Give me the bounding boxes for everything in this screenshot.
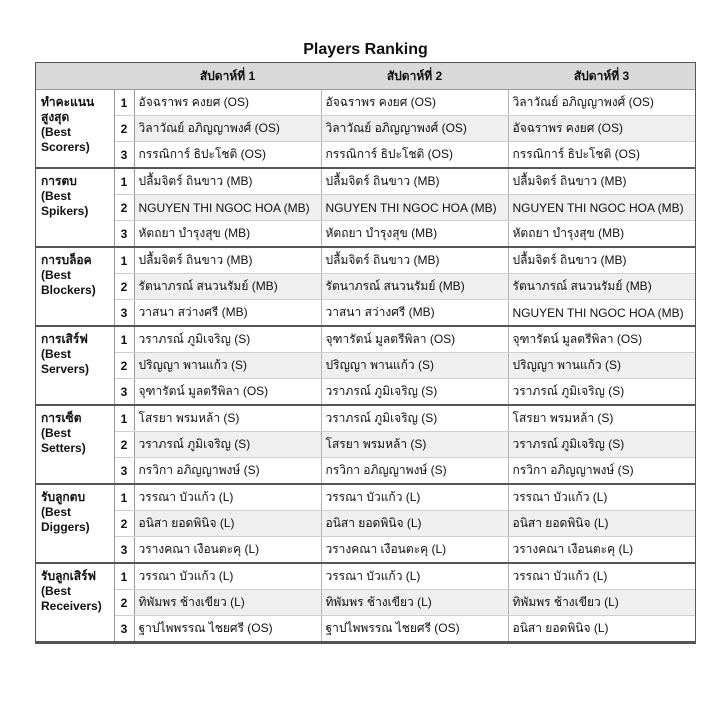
player-week-1: ปลื้มจิตร์ ถินขาว (MB): [134, 168, 321, 195]
table-row: [36, 511, 695, 537]
table-row: [36, 353, 695, 379]
player-week-3: วราภรณ์ ภูมิเจริญ (S): [508, 432, 695, 458]
rank-number: 1: [114, 247, 134, 274]
player-week-2: วาสนา สว่างศรี (MB): [321, 300, 508, 327]
table-row: [36, 300, 695, 327]
player-week-1: โสรยา พรมหล้า (S): [134, 405, 321, 432]
category-english: (Best Spikers): [41, 189, 89, 218]
rank-number: 1: [114, 326, 134, 353]
player-week-3: NGUYEN THI NGOC HOA (MB): [508, 300, 695, 327]
player-week-1: หัตถยา บำรุงสุข (MB): [134, 221, 321, 248]
table-row: [36, 616, 695, 643]
player-week-1: ปริญญา พานแก้ว (S): [134, 353, 321, 379]
rank-number: 1: [114, 484, 134, 511]
player-week-3: หัตถยา บำรุงสุข (MB): [508, 221, 695, 248]
table-row: [36, 116, 695, 142]
rank-number: 3: [114, 537, 134, 564]
rank-number: 2: [114, 274, 134, 300]
player-week-2: โสรยา พรมหล้า (S): [321, 432, 508, 458]
player-week-2: ทิพัมพร ช้างเขียว (L): [321, 590, 508, 616]
player-week-3: ปลื้มจิตร์ ถินขาว (MB): [508, 168, 695, 195]
player-week-1: วรรณา บัวแก้ว (L): [134, 563, 321, 590]
player-week-3: อนิสา ยอดพินิจ (L): [508, 616, 695, 643]
player-week-2: กรรณิการ์ ธิปะโชติ (OS): [321, 142, 508, 169]
table-row: [36, 563, 695, 590]
rank-number: 2: [114, 511, 134, 537]
table-row: [36, 326, 695, 353]
category-english: (Best Diggers): [41, 505, 90, 534]
rank-number: 3: [114, 300, 134, 327]
category-english: (Best Scorers): [41, 125, 90, 154]
table-row: [36, 405, 695, 432]
player-week-3: อัจฉราพร คงยศ (OS): [508, 116, 695, 142]
player-week-1: NGUYEN THI NGOC HOA (MB): [134, 195, 321, 221]
player-week-2: วราภรณ์ ภูมิเจริญ (S): [321, 405, 508, 432]
player-week-1: วรรณา บัวแก้ว (L): [134, 484, 321, 511]
rank-number: 3: [114, 221, 134, 248]
category-cell: [36, 405, 114, 484]
rank-number: 1: [114, 405, 134, 432]
category-name: การตบ: [41, 174, 77, 188]
table-row: [36, 537, 695, 564]
player-week-1: ทิพัมพร ช้างเขียว (L): [134, 590, 321, 616]
player-week-3: โสรยา พรมหล้า (S): [508, 405, 695, 432]
player-week-1: กรรณิการ์ ธิปะโชติ (OS): [134, 142, 321, 169]
table-row: [36, 221, 695, 248]
player-week-3: วราภรณ์ ภูมิเจริญ (S): [508, 379, 695, 406]
rank-number: 1: [114, 563, 134, 590]
player-week-2: วิลาวัณย์ อภิญญาพงศ์ (OS): [321, 116, 508, 142]
category-cell: [36, 326, 114, 405]
category-english: (Best Blockers): [41, 268, 96, 297]
rank-number: 2: [114, 353, 134, 379]
category-cell: [36, 247, 114, 326]
player-week-1: อัจฉราพร คงยศ (OS): [134, 90, 321, 116]
rank-number: 3: [114, 142, 134, 169]
player-week-3: ปลื้มจิตร์ ถินขาว (MB): [508, 247, 695, 274]
player-week-2: จุฑารัตน์ มูลตรีพิลา (OS): [321, 326, 508, 353]
player-week-3: วรางคณา เงือนตะคุ (L): [508, 537, 695, 564]
player-week-2: กรวิกา อภิญญาพงษ์ (S): [321, 458, 508, 485]
rank-number: 2: [114, 590, 134, 616]
rank-number: 2: [114, 195, 134, 221]
player-week-3: จุฑารัตน์ มูลตรีพิลา (OS): [508, 326, 695, 353]
category-english: (Best Servers): [41, 347, 90, 376]
header-row: [36, 63, 695, 90]
category-english: (Best Receivers): [41, 584, 102, 613]
player-week-3: NGUYEN THI NGOC HOA (MB): [508, 195, 695, 221]
player-week-3: รัตนาภรณ์ สนวนรัมย์ (MB): [508, 274, 695, 300]
category-name: การเซ็ต: [41, 411, 82, 425]
table-row: [36, 432, 695, 458]
rank-number: 2: [114, 116, 134, 142]
player-week-1: รัตนาภรณ์ สนวนรัมย์ (MB): [134, 274, 321, 300]
category-name: รับลูกตบ: [41, 490, 86, 504]
rank-number: 1: [114, 90, 134, 116]
player-week-3: วิลาวัณย์ อภิญญาพงศ์ (OS): [508, 90, 695, 116]
category-name: รับลูกเสิร์ฟ: [41, 569, 97, 583]
player-week-2: วรางคณา เงือนตะคุ (L): [321, 537, 508, 564]
player-week-1: จุฑารัตน์ มูลตรีพิลา (OS): [134, 379, 321, 406]
table-row: [36, 590, 695, 616]
rank-number: 2: [114, 432, 134, 458]
table-row: [36, 458, 695, 485]
category-name: การเสิร์ฟ: [41, 332, 88, 346]
player-week-1: วิลาวัณย์ อภิญญาพงศ์ (OS): [134, 116, 321, 142]
player-week-2: รัตนาภรณ์ สนวนรัมย์ (MB): [321, 274, 508, 300]
player-week-1: วราภรณ์ ภูมิเจริญ (S): [134, 432, 321, 458]
table-row: [36, 90, 695, 116]
table-row: [36, 379, 695, 406]
player-week-1: ฐาปไพพรรณ ไชยศรี (OS): [134, 616, 321, 643]
category-cell: [36, 168, 114, 247]
header-week-1: สัปดาห์ที่ 1: [134, 63, 321, 90]
player-week-3: อนิสา ยอดพินิจ (L): [508, 511, 695, 537]
player-week-2: วราภรณ์ ภูมิเจริญ (S): [321, 379, 508, 406]
table-row: [36, 274, 695, 300]
category-cell: [36, 90, 114, 169]
player-week-2: ฐาปไพพรรณ ไชยศรี (OS): [321, 616, 508, 643]
page-title: Players Ranking: [303, 41, 428, 58]
player-week-2: ปลื้มจิตร์ ถินขาว (MB): [321, 168, 508, 195]
player-week-1: อนิสา ยอดพินิจ (L): [134, 511, 321, 537]
ranking-table: [36, 63, 695, 643]
category-cell: [36, 484, 114, 563]
header-week-3: สัปดาห์ที่ 3: [508, 63, 695, 90]
category-name: ทำคะแนนสูงสุด: [41, 95, 95, 124]
player-week-2: NGUYEN THI NGOC HOA (MB): [321, 195, 508, 221]
category-english: (Best Setters): [41, 426, 86, 455]
player-week-2: หัตถยา บำรุงสุข (MB): [321, 221, 508, 248]
player-week-1: วาสนา สว่างศรี (MB): [134, 300, 321, 327]
rank-number: 3: [114, 379, 134, 406]
player-week-1: วรางคณา เงือนตะคุ (L): [134, 537, 321, 564]
header-week-2: สัปดาห์ที่ 2: [321, 63, 508, 90]
player-week-3: วรรณา บัวแก้ว (L): [508, 484, 695, 511]
player-week-3: ทิพัมพร ช้างเขียว (L): [508, 590, 695, 616]
player-week-2: ปลื้มจิตร์ ถินขาว (MB): [321, 247, 508, 274]
category-cell: [36, 563, 114, 642]
rank-number: 3: [114, 616, 134, 643]
rank-number: 3: [114, 458, 134, 485]
header-rank: [114, 63, 134, 90]
player-week-2: วรรณา บัวแก้ว (L): [321, 484, 508, 511]
player-week-2: อัจฉราพร คงยศ (OS): [321, 90, 508, 116]
player-week-1: กรวิกา อภิญญาพงษ์ (S): [134, 458, 321, 485]
player-week-2: ปริญญา พานแก้ว (S): [321, 353, 508, 379]
player-week-1: วราภรณ์ ภูมิเจริญ (S): [134, 326, 321, 353]
header-category: [36, 63, 114, 90]
player-week-2: อนิสา ยอดพินิจ (L): [321, 511, 508, 537]
player-week-2: วรรณา บัวแก้ว (L): [321, 563, 508, 590]
rank-number: 1: [114, 168, 134, 195]
player-week-3: ปริญญา พานแก้ว (S): [508, 353, 695, 379]
player-week-3: กรวิกา อภิญญาพงษ์ (S): [508, 458, 695, 485]
table-row: [36, 168, 695, 195]
player-week-3: กรรณิการ์ ธิปะโชติ (OS): [508, 142, 695, 169]
table-row: [36, 247, 695, 274]
table-row: [36, 484, 695, 511]
table-row: [36, 195, 695, 221]
player-week-1: ปลื้มจิตร์ ถินขาว (MB): [134, 247, 321, 274]
player-week-3: วรรณา บัวแก้ว (L): [508, 563, 695, 590]
table-row: [36, 142, 695, 169]
category-name: การบล็อค: [41, 253, 92, 267]
